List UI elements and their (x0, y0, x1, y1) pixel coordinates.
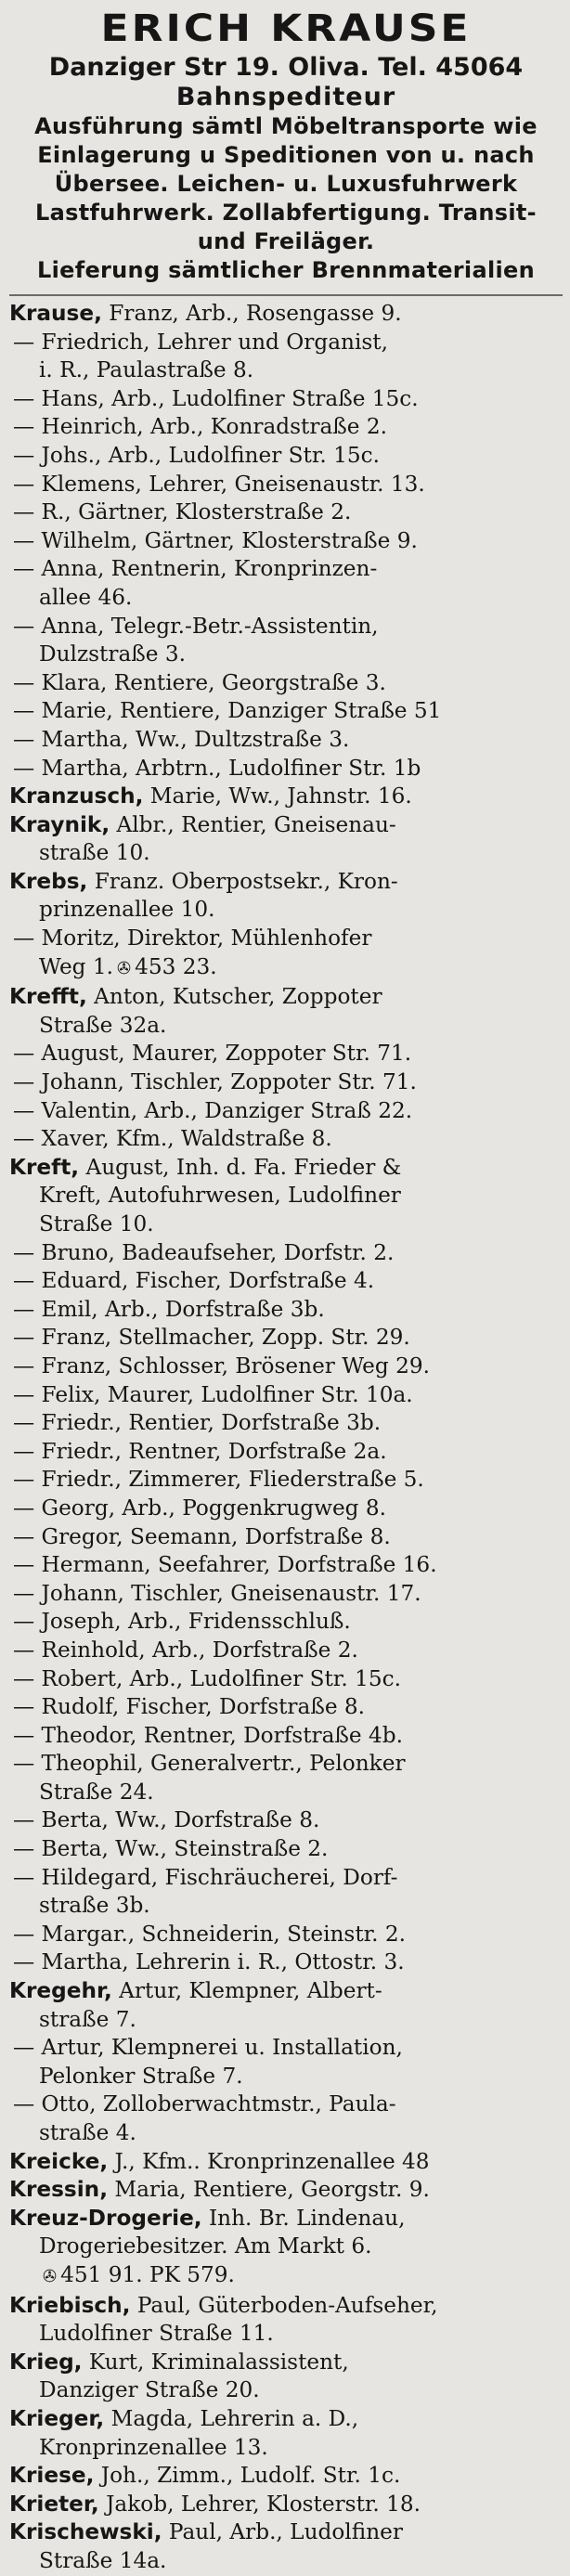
directory-entry (9, 300, 563, 329)
ad-line: Übersee. Leichen- u. Luxusfuhrwerk (54, 171, 518, 197)
entry-text: — Hildegard, Fischräucherei, Dorf- (13, 1864, 398, 1890)
entry-line (9, 2233, 563, 2261)
entry-text: Inh. Br. Lindenau, (201, 2205, 406, 2231)
entry-text: — Joseph, Arb., Fridensschluß. (13, 1609, 351, 1635)
directory-entry (9, 2518, 563, 2575)
directory-entry (9, 1551, 563, 1580)
ad-line: Lastfuhrwerk. Zollabfertigung. Transit- (35, 200, 537, 226)
directory-entry (9, 983, 563, 1040)
directory-entry (9, 1835, 563, 1864)
entry-text: straße 4. (39, 2120, 136, 2145)
entry-text: Straße 10. (39, 1211, 154, 1236)
entry-text: Kronprinzenallee 13. (39, 2434, 268, 2460)
entry-text: — Martha, Ww., Dultzstraße 3. (13, 726, 350, 752)
entry-text: — Xaver, Kfm., Waldstraße 8. (13, 1126, 332, 1152)
entry-line (9, 2261, 563, 2292)
entry-line (9, 471, 563, 499)
entry-line (9, 1722, 563, 1751)
entry-line (9, 1438, 563, 1467)
entry-text: Kurt, Kriminalassistent, (82, 2349, 349, 2375)
entry-line (9, 1608, 563, 1637)
ad-address: Danziger Str 19. Oliva. Tel. 45064 (48, 53, 524, 82)
entry-line (9, 1835, 563, 1864)
directory-entry (9, 925, 563, 983)
entry-line (9, 1495, 563, 1523)
directory-entry (9, 329, 563, 385)
entry-line (9, 755, 563, 783)
directory-entry (9, 2292, 563, 2349)
surname: Krieger, (9, 2405, 105, 2431)
entry-text: — Martha, Arbtrn., Ludolfiner Str. 1b (13, 755, 421, 781)
directory-entry (9, 1154, 563, 1239)
entry-text: — Robert, Arb., Ludolfiner Str. 15c. (13, 1665, 401, 1691)
entry-line (9, 2063, 563, 2091)
directory-entry (9, 1948, 563, 1977)
entry-line (9, 1097, 563, 1126)
phone-icon: ✇ (117, 958, 132, 978)
entry-text: — Johann, Tischler, Gneisenaustr. 17. (13, 1580, 421, 1606)
phone-number: 453 23. (135, 953, 217, 979)
directory-entry (9, 1438, 563, 1467)
entry-text: i. R., Paulastraße 8. (39, 357, 254, 383)
entry-text: Franz, Arb., Rosengasse 9. (101, 301, 402, 326)
entry-text: August, Inh. d. Fa. Frieder & (79, 1154, 402, 1180)
surname: Krefft, (9, 984, 87, 1010)
entry-line (9, 1381, 563, 1410)
surname: Kreft, (9, 1154, 80, 1180)
entry-line (9, 2376, 563, 2405)
directory-entry (9, 1608, 563, 1637)
entry-line (9, 442, 563, 471)
entry-text: Straße 14a. (39, 2547, 167, 2573)
entry-line (9, 2405, 563, 2434)
directory-entry (9, 1409, 563, 1438)
entry-line (9, 1068, 563, 1097)
entry-text: Drogeriebesitzer. Am Markt 6. (39, 2233, 372, 2259)
surname: Krischewski, (9, 2519, 162, 2545)
directory-entry (9, 1580, 563, 1609)
entry-line (9, 1665, 563, 1694)
entry-line (9, 726, 563, 755)
directory-entry (9, 2091, 563, 2147)
entry-text: — Klara, Rentiere, Georgstraße 3. (13, 669, 386, 695)
entry-text: — Valentin, Arb., Danziger Straß 22. (13, 1097, 413, 1123)
entry-text: — Franz, Stellmacher, Zopp. Str. 29. (13, 1325, 410, 1351)
entry-text: — Franz, Schlosser, Brösener Weg 29. (13, 1353, 430, 1379)
entry-text: — Berta, Ww., Dorfstraße 8. (13, 1807, 320, 1833)
directory-entry (9, 1806, 563, 1835)
entry-line (9, 925, 563, 953)
entry-line (9, 2349, 563, 2377)
entry-text: straße 3b. (39, 1893, 150, 1919)
entry-line (9, 1040, 563, 1068)
directory-entry (9, 2405, 563, 2462)
entry-line (9, 1864, 563, 1893)
entry-line (9, 2176, 563, 2205)
directory-entry (9, 471, 563, 499)
entry-line (9, 1580, 563, 1609)
entry-text: Ludolfiner Straße 11. (39, 2321, 274, 2347)
surname: Kregehr, (9, 1978, 112, 2004)
entry-line (9, 1324, 563, 1353)
entry-text: — Gregor, Seemann, Dorfstraße 8. (13, 1523, 391, 1549)
surname: Kranzusch, (9, 783, 144, 809)
entry-line (9, 527, 563, 556)
entry-text: prinzenallee 10. (39, 897, 215, 923)
entry-line (9, 2292, 563, 2321)
entry-text: — Theodor, Rentner, Dorfstraße 4b. (13, 1722, 403, 1748)
entry-line (9, 1466, 563, 1495)
entry-line (9, 413, 563, 442)
ad-line: und Freiläger. (197, 228, 375, 254)
entry-line (9, 1239, 563, 1268)
entry-text: Franz. Oberpostsekr., Kron- (87, 868, 398, 894)
entry-line (9, 2205, 563, 2233)
entry-line (9, 1125, 563, 1154)
directory-entry (9, 1466, 563, 1495)
directory-entry (9, 697, 563, 726)
entry-line (9, 329, 563, 357)
entry-text: allee 46. (39, 584, 133, 610)
entry-text: — Friedrich, Lehrer und Organist, (13, 329, 388, 355)
entry-text: Jakob, Lehrer, Klosterstr. 18. (98, 2491, 421, 2517)
entry-line (9, 1523, 563, 1552)
entry-line (9, 2547, 563, 2576)
entry-text: — Klemens, Lehrer, Gneisenaustr. 13. (13, 471, 425, 497)
divider (9, 294, 563, 296)
entry-line (9, 1779, 563, 1807)
entry-text: Joh., Zimm., Ludolf. Str. 1c. (94, 2463, 401, 2489)
directory-entry (9, 1296, 563, 1325)
ad-line: Ausführung sämtl Möbeltransporte wie (34, 113, 538, 139)
entry-text: Kreft, Autofuhrwesen, Ludolfiner (39, 1183, 401, 1209)
entry-text: — Georg, Arb., Poggenkrugweg 8. (13, 1495, 386, 1521)
phone-number: 451 91. PK 579. (60, 2261, 235, 2287)
entry-text: straße 10. (39, 840, 150, 866)
entry-line (9, 2320, 563, 2349)
entry-text: — Hermann, Seefahrer, Dorfstraße 16. (13, 1552, 437, 1578)
entry-line (9, 697, 563, 726)
surname: Krieter, (9, 2491, 99, 2517)
entry-line (9, 1892, 563, 1921)
entry-line (9, 953, 563, 984)
entry-line (9, 2148, 563, 2177)
directory-entry (9, 1381, 563, 1410)
entry-line (9, 1409, 563, 1438)
entry-line (9, 1977, 563, 2006)
entry-text: — Marie, Rentiere, Danziger Straße 51 (13, 698, 442, 724)
entry-text: Marie, Ww., Jahnstr. 16. (143, 783, 412, 809)
ad-firm-name: ERICH KRAUSE (100, 6, 472, 50)
directory-entry (9, 1637, 563, 1665)
entry-text: — Reinhold, Arb., Dorfstraße 2. (13, 1637, 358, 1663)
entry-text: Paul, Güterboden-Aufseher, (130, 2292, 438, 2318)
directory-entry (9, 2205, 563, 2292)
entry-line (9, 868, 563, 897)
surname: Kriese, (9, 2463, 95, 2489)
directory-entry (9, 755, 563, 783)
entry-text: — Artur, Klempnerei u. Installation, (13, 2035, 403, 2061)
entry-text: straße 7. (39, 2006, 136, 2032)
directory-entry (9, 385, 563, 414)
surname: Kressin, (9, 2177, 108, 2203)
entry-line (9, 1182, 563, 1210)
entry-text: Maria, Rentiere, Georgstr. 9. (108, 2177, 430, 2203)
directory-entry (9, 669, 563, 698)
directory-entry (9, 498, 563, 527)
advertisement (9, 6, 563, 294)
entry-line (9, 839, 563, 868)
entry-line (9, 1750, 563, 1779)
entry-line (9, 641, 563, 669)
entry-text: — Otto, Zolloberwachtmstr., Paula- (13, 2091, 396, 2117)
surname: Krieg, (9, 2349, 83, 2375)
directory-entry (9, 555, 563, 612)
entry-text: — Berta, Ww., Steinstraße 2. (13, 1836, 329, 1862)
directory-entry (9, 1239, 563, 1268)
entry-line (9, 2462, 563, 2491)
entry-text: — Margar., Schneiderin, Steinstr. 2. (13, 1921, 407, 1947)
entry-line (9, 1693, 563, 1722)
directory-entry (9, 1324, 563, 1353)
entry-line (9, 1551, 563, 1580)
entry-line (9, 555, 563, 584)
entry-text: Paul, Arb., Ludolfiner (162, 2519, 403, 2545)
entry-text: — Felix, Maurer, Ludolfiner Str. 10a. (13, 1381, 413, 1407)
directory-entry (9, 726, 563, 755)
entry-text: Straße 24. (39, 1779, 154, 1805)
entry-line (9, 1921, 563, 1949)
entry-text: Anton, Kutscher, Zoppoter (86, 984, 382, 1010)
entry-text: — R., Gärtner, Klosterstraße 2. (13, 499, 352, 525)
entry-line (9, 1267, 563, 1296)
surname: Krebs, (9, 868, 88, 894)
entry-text: — Rudolf, Fischer, Dorfstraße 8. (13, 1694, 366, 1720)
entry-text: — Theophil, Generalvertr., Pelonker (13, 1751, 406, 1777)
directory-entry (9, 2034, 563, 2091)
entry-text: — Friedr., Rentier, Dorfstraße 3b. (13, 1410, 382, 1436)
surname: Kreuz-Drogerie, (9, 2205, 202, 2231)
entry-text: Straße 32a. (39, 1012, 167, 1038)
entry-line (9, 1948, 563, 1977)
directory-entry (9, 442, 563, 471)
entry-text: — Eduard, Fischer, Dorfstraße 4. (13, 1268, 375, 1294)
entry-text: — Martha, Lehrerin i. R., Ottostr. 3. (13, 1949, 405, 1975)
entry-text: Weg 1. (39, 953, 114, 979)
entry-text: Artur, Klempner, Albert- (111, 1978, 382, 2004)
entry-line (9, 2518, 563, 2547)
directory-entry (9, 1495, 563, 1523)
entry-text: J., Kfm.. Kronprinzenallee 48 (108, 2148, 430, 2174)
directory-entry (9, 613, 563, 669)
directory-entry (9, 1125, 563, 1154)
entry-text: Magda, Lehrerin a. D., (104, 2405, 359, 2431)
entry-line (9, 2491, 563, 2519)
surname: Kriebisch, (9, 2292, 131, 2318)
ad-line: Lieferung sämtlicher Brennmaterialien (37, 257, 535, 283)
entry-line (9, 2006, 563, 2035)
directory-entry (9, 2148, 563, 2177)
directory-entry (9, 783, 563, 811)
ad-line: Einlagerung u Speditionen von u. nach (37, 142, 535, 168)
surname: Kreicke, (9, 2148, 109, 2174)
directory-entry (9, 1068, 563, 1097)
entry-line (9, 1637, 563, 1665)
entry-text: — Anna, Telegr.-Betr.-Assistentin, (13, 613, 379, 639)
directory-entry (9, 868, 563, 925)
directory-entries (9, 300, 563, 2576)
directory-entry (9, 2491, 563, 2519)
entry-text: — Heinrich, Arb., Konradstraße 2. (13, 414, 387, 440)
entry-line (9, 1806, 563, 1835)
entry-text: Dulzstraße 3. (39, 641, 186, 667)
entry-text: — Johs., Arb., Ludolfiner Str. 15c. (13, 442, 381, 468)
entry-line (9, 1353, 563, 1381)
surname: Kraynik, (9, 811, 110, 837)
entry-line (9, 1154, 563, 1183)
directory-entry (9, 1097, 563, 1126)
entry-line (9, 811, 563, 840)
directory-entry (9, 1267, 563, 1296)
entry-line (9, 385, 563, 414)
entry-text: Pelonker Straße 7. (39, 2063, 243, 2089)
directory-entry (9, 2349, 563, 2405)
directory-entry (9, 1722, 563, 1751)
entry-text: Albr., Rentier, Gneisenau- (110, 811, 396, 837)
entry-line (9, 896, 563, 925)
ad-title: Bahnspediteur (175, 83, 396, 111)
directory-entry (9, 413, 563, 442)
entry-line (9, 2034, 563, 2063)
entry-text: — Emil, Arb., Dorfstraße 3b. (13, 1296, 325, 1322)
directory-entry (9, 2176, 563, 2205)
entry-text: — Wilhelm, Gärtner, Klosterstraße 9. (13, 527, 418, 553)
directory-entry (9, 1040, 563, 1068)
entry-line (9, 1210, 563, 1239)
directory-entry (9, 1977, 563, 2034)
directory-entry (9, 1864, 563, 1921)
entry-text: — Friedr., Rentner, Dorfstraße 2a. (13, 1438, 387, 1464)
entry-line (9, 2091, 563, 2119)
entry-text: — August, Maurer, Zoppoter Str. 71. (13, 1041, 412, 1067)
directory-entry (9, 811, 563, 868)
directory-entry (9, 527, 563, 556)
entry-line (9, 1012, 563, 1041)
entry-line (9, 2434, 563, 2463)
directory-entry (9, 1665, 563, 1694)
entry-text: Danziger Straße 20. (39, 2377, 260, 2403)
directory-entry (9, 1750, 563, 1806)
entry-line (9, 1296, 563, 1325)
surname: Krause, (9, 301, 102, 326)
entry-line (9, 613, 563, 641)
directory-entry (9, 1353, 563, 1381)
entry-text: — Hans, Arb., Ludolfiner Straße 15c. (13, 385, 419, 411)
entry-line (9, 498, 563, 527)
entry-line (9, 356, 563, 385)
directory-entry (9, 2462, 563, 2491)
directory-entry (9, 1523, 563, 1552)
entry-line (9, 783, 563, 811)
entry-text: — Anna, Rentnerin, Kronprinzen- (13, 556, 378, 582)
entry-text: — Bruno, Badeaufseher, Dorfstr. 2. (13, 1239, 395, 1265)
phone-icon: ✇ (43, 2266, 58, 2286)
entry-line (9, 300, 563, 329)
entry-line (9, 2119, 563, 2148)
entry-text: — Friedr., Zimmerer, Fliederstraße 5. (13, 1467, 424, 1493)
entry-line (9, 983, 563, 1012)
entry-text: — Moritz, Direktor, Mühlenhofer (13, 926, 372, 951)
entry-text: — Johann, Tischler, Zoppoter Str. 71. (13, 1069, 417, 1095)
directory-entry (9, 1921, 563, 1949)
entry-line (9, 584, 563, 613)
directory-entry (9, 1693, 563, 1722)
entry-line (9, 669, 563, 698)
